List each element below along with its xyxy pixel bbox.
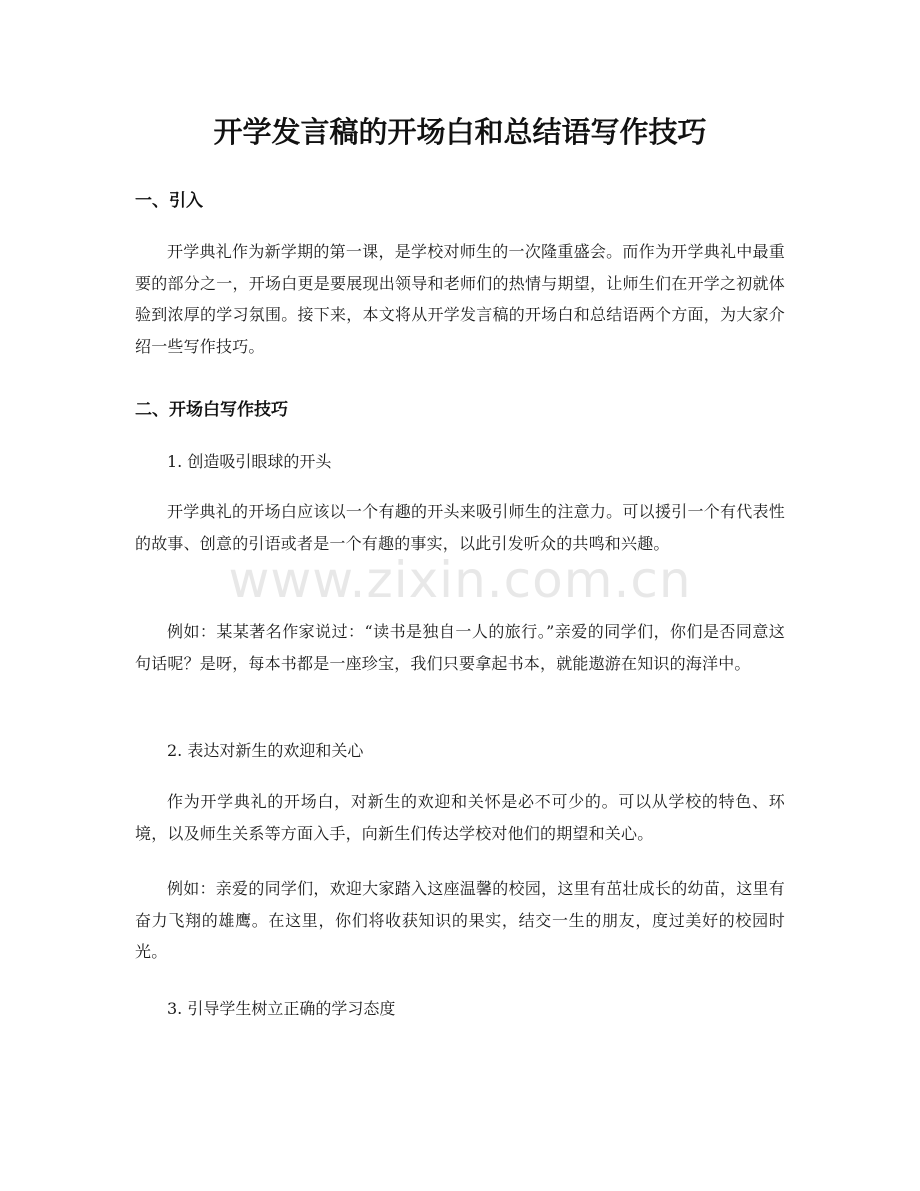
paragraph-welcome-care: 作为开学典礼的开场白，对新生的欢迎和关怀是必不可少的。可以从学校的特色、环境，以及师生关系等方面入手，向新生们传达学校对他们的期望和关心。 (135, 792, 785, 843)
paragraph-example-quote: 例如：某某著名作家说过：“读书是独自一人的旅行。”亲爱的同学们，你们是否同意这句话呢？是呀，每本书都是一座珍宝，我们只要拿起书本，就能遨游在知识的海洋中。 (135, 622, 785, 673)
subheading-learning-attitude: 3. 引导学生树立正确的学习态度 (167, 999, 396, 1018)
intro-paragraph: 开学典礼作为新学期的第一课，是学校对师生的一次隆重盛会。而作为开学典礼中最重要的部分之一，开场白更是要展现出领导和老师们的热情与期望，让师生们在开学之初就体验到浓厚的学习氛围。接下来，本文将从开学发言稿的开场白和总结语两个方面，为大家介绍一些写作技巧。 (135, 242, 785, 356)
section-heading-opening-tips: 二、开场白写作技巧 (135, 400, 288, 420)
subheading-attention-opening: 1. 创造吸引眼球的开头 (167, 452, 332, 471)
subheading-welcome-care: 2. 表达对新生的欢迎和关心 (167, 741, 364, 760)
watermark: www.zixin.com.cn (228, 551, 692, 609)
document-title: 开学发言稿的开场白和总结语写作技巧 (213, 115, 707, 149)
paragraph-example-welcome: 例如：亲爱的同学们，欢迎大家踏入这座温馨的校园，这里有茁壮成长的幼苗，这里有奋力飞翔的雄鹰。在这里，你们将收获知识的果实，结交一生的朋友，度过美好的校园时光。 (135, 879, 785, 961)
paragraph-attention-opening: 开学典礼的开场白应该以一个有趣的开头来吸引师生的注意力。可以援引一个有代表性的故事、创意的引语或者是一个有趣的事实，以此引发听众的共鸣和兴趣。 (135, 502, 785, 553)
section-heading-intro: 一、引入 (135, 191, 203, 211)
